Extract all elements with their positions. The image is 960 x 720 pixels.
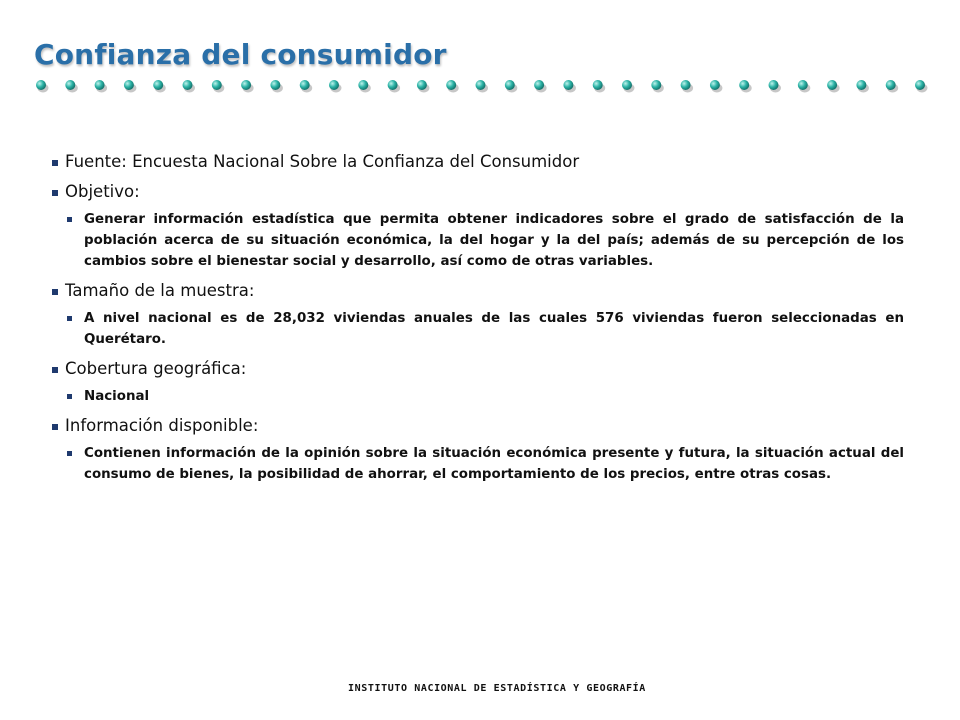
divider-dot	[798, 80, 808, 90]
sub-bullet-text: Generar información estadística que permita obtener indicadores sobre el grado de satisfacción de la población acerca de su situación económica, la del hogar y la del país; además de su percepción de los cambios sobre el bienestar social y desarrollo, así como de otras variables.	[84, 212, 904, 269]
divider-dot	[563, 80, 573, 90]
slide-title: Confianza del consumidor	[34, 38, 447, 71]
square-bullet-icon	[52, 424, 58, 430]
divider-dot	[65, 80, 75, 90]
divider-dot	[534, 80, 544, 90]
divider-dot	[446, 80, 456, 90]
divider-dot	[769, 80, 779, 90]
divider-dot	[886, 80, 896, 90]
square-bullet-icon	[67, 451, 72, 456]
square-bullet-icon	[67, 217, 72, 222]
divider-dot	[593, 80, 603, 90]
divider-dot	[856, 80, 866, 90]
divider-dot	[827, 80, 837, 90]
divider-dot	[710, 80, 720, 90]
divider-dot	[270, 80, 280, 90]
sub-bullet-item	[52, 308, 904, 350]
divider-dot	[505, 80, 515, 90]
sub-bullet-text: Nacional	[84, 389, 150, 404]
bullet-list	[52, 143, 904, 491]
divider-dot	[212, 80, 222, 90]
bullet-text: Información disponible:	[65, 416, 259, 435]
bullet-text: Tamaño de la muestra:	[65, 281, 255, 300]
bullet-item-coverage	[52, 358, 904, 380]
divider-dot	[358, 80, 368, 90]
square-bullet-icon	[67, 316, 72, 321]
divider-dot	[622, 80, 632, 90]
divider-dot	[183, 80, 193, 90]
divider-dot	[915, 80, 925, 90]
divider-dot	[95, 80, 105, 90]
sub-bullet-item	[52, 443, 904, 485]
bullet-text: Objetivo:	[65, 182, 140, 201]
divider-dot	[739, 80, 749, 90]
square-bullet-icon	[52, 289, 58, 295]
sub-bullet-item	[52, 209, 904, 272]
bullet-item-available-info	[52, 415, 904, 437]
bullet-item-objective	[52, 181, 904, 203]
divider-dot	[329, 80, 339, 90]
divider-dot	[300, 80, 310, 90]
sub-bullet-text: Contienen información de la opinión sobre la situación económica presente y futura, la situación actual del consumo de bienes, la posibilidad de ahorrar, el comportamiento de los precios, entre otras cosas.	[84, 446, 904, 482]
divider-dot	[124, 80, 134, 90]
divider-dot	[417, 80, 427, 90]
bullet-text: Fuente: Encuesta Nacional Sobre la Confianza del Consumidor	[65, 152, 580, 171]
divider-dot	[241, 80, 251, 90]
divider-dot	[651, 80, 661, 90]
sub-bullet-text: A nivel nacional es de 28,032 viviendas anuales de las cuales 576 viviendas fueron seleccionadas en Querétaro.	[84, 311, 904, 347]
square-bullet-icon	[52, 190, 58, 196]
bullet-item-source	[52, 151, 904, 173]
bullet-text: Cobertura geográfica:	[65, 359, 247, 378]
divider-dot	[476, 80, 486, 90]
sub-bullet-item	[52, 386, 904, 407]
divider-dot	[388, 80, 398, 90]
footer-logo-text: INSTITUTO NACIONAL DE ESTADÍSTICA Y GEOGRAFÍA	[348, 683, 646, 694]
dot-divider	[30, 78, 940, 94]
square-bullet-icon	[67, 394, 72, 399]
divider-dot	[153, 80, 163, 90]
square-bullet-icon	[52, 160, 58, 166]
square-bullet-icon	[52, 367, 58, 373]
divider-dot	[681, 80, 691, 90]
divider-dot	[36, 80, 46, 90]
bullet-item-sample-size	[52, 280, 904, 302]
